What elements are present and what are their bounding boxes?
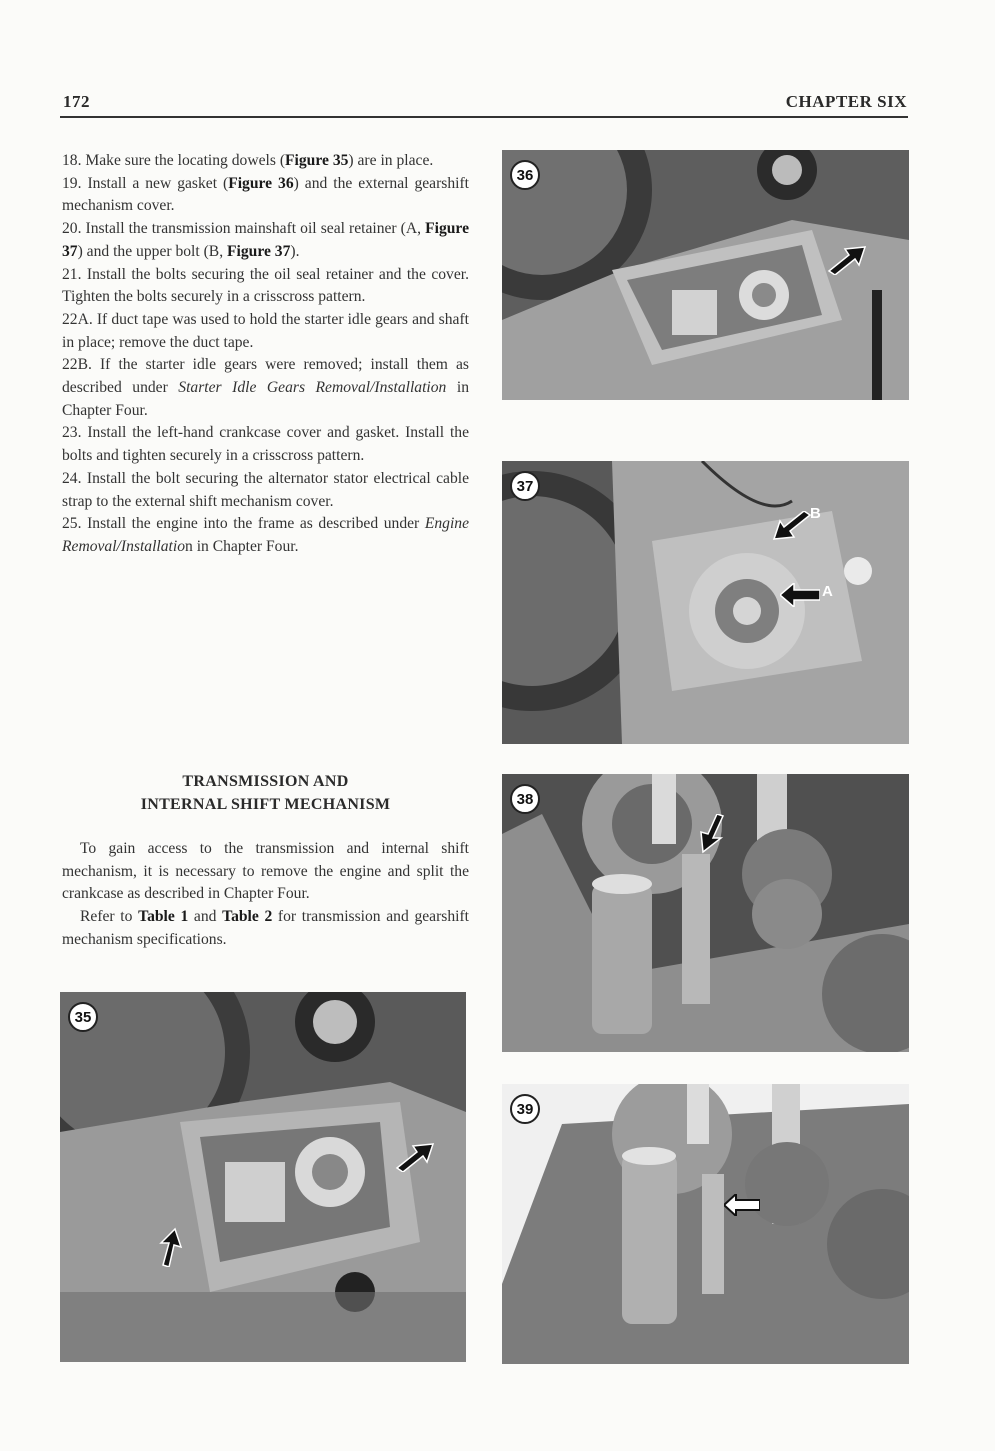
intro-paragraph-text: for transmission and gearshift mechanism specifications. (62, 908, 469, 948)
figure-37-photo (502, 461, 909, 744)
step-paragraph-text: Engine Removal/Installatio (62, 515, 469, 555)
figure-36-arrow-icon (827, 245, 867, 275)
figure-37-arrow-a-icon (780, 583, 820, 607)
step-paragraph-text: 21. Install the bolts securing the oil seal retainer and the cover. Tighten the bolts securely in a crisscross pattern. (62, 265, 469, 306)
intro-paragraph (62, 838, 469, 906)
figure-39 (502, 1084, 909, 1364)
step-paragraph-text: 24. Install the bolt securing the alternator stator electrical cable strap to the external shift mechanism cover. (62, 469, 469, 510)
step-paragraph-text: 25. Install the engine into the frame as described under (62, 515, 425, 533)
step-paragraph (62, 422, 469, 467)
figure-39-number-badge: 39 (510, 1094, 540, 1124)
figure-37-number-badge: 37 (510, 471, 540, 501)
step-paragraph-text: Starter Idle Gears Removal/Installation (178, 379, 447, 397)
step-paragraph-text: 20. Install the transmission mainshaft oil seal retainer (A, (62, 220, 426, 238)
step-paragraph-text: 23. Install the left-hand crankcase cover and gasket. Install the bolts and tighten securely in a crisscross pattern. (62, 424, 469, 465)
page-number: 172 (63, 92, 90, 111)
step-paragraph (62, 264, 469, 309)
figure-38-number-badge: 38 (510, 784, 540, 814)
step-paragraph (62, 173, 469, 218)
step-paragraph-text: ) and the upper bolt (B, (77, 242, 227, 260)
figure-35 (60, 992, 466, 1362)
figure-35-number-badge: 35 (68, 1002, 98, 1032)
step-paragraph (62, 468, 469, 513)
figure-35-photo (60, 992, 466, 1362)
figure-37-arrow-b-icon (772, 511, 812, 541)
section-heading-line-1: TRANSMISSION AND (182, 773, 349, 790)
step-paragraph (62, 150, 469, 173)
section-heading (62, 770, 469, 816)
figure-36-photo (502, 150, 909, 400)
step-paragraph-text: ). (290, 242, 300, 260)
step-paragraph-text: in Chapter Four. (62, 379, 469, 419)
figure-36 (502, 150, 909, 400)
step-paragraph-text: ) and the external gearshift mechanism cover. (62, 174, 469, 215)
step-paragraph (62, 218, 469, 263)
figure-36-number-badge: 36 (510, 160, 540, 190)
step-paragraph-text: Figure 37 (62, 220, 469, 260)
figure-35-arrow-right-icon (395, 1142, 435, 1172)
step-paragraph-text: Figure 35 (285, 152, 349, 169)
figure-37-label-a: A (822, 583, 833, 600)
intro-paragraph-text: and (188, 908, 223, 926)
step-paragraph (62, 513, 469, 558)
section-intro (62, 838, 469, 952)
step-paragraph-text: Figure 36 (228, 174, 294, 192)
step-paragraph-text: 22B. If the starter idle gears were removed; install them as described under (62, 356, 469, 397)
figure-39-photo (502, 1084, 909, 1364)
step-paragraph (62, 354, 469, 422)
figure-39-arrow-icon (724, 1194, 760, 1216)
figure-38-arrow-icon (697, 814, 727, 854)
step-paragraph-text: 22A. If duct tape was used to hold the starter idle gears and shaft in place; remove the duct tape. (62, 310, 469, 351)
figure-38 (502, 774, 909, 1052)
header-rule (60, 116, 908, 118)
step-paragraph-text: Figure 37 (227, 242, 291, 260)
intro-paragraph (62, 906, 469, 951)
intro-paragraph-text: To gain access to the transmission and internal shift mechanism, it is necessary to remove the engine and split the crankcase as described in Chapter Four. (62, 840, 469, 903)
section-heading-line-2: INTERNAL SHIFT MECHANISM (140, 796, 391, 813)
step-paragraph-text: 19. Install a new gasket ( (62, 174, 229, 192)
step-paragraph-text: n in Chapter Four. (185, 537, 299, 555)
figure-37-label-b: B (810, 505, 821, 522)
figure-35-arrow-left-icon (155, 1227, 185, 1267)
step-paragraph (62, 309, 469, 354)
procedure-steps (62, 150, 469, 559)
figure-37 (502, 461, 909, 744)
intro-paragraph-text: Table 1 (138, 908, 189, 926)
intro-paragraph-text: Refer to (80, 908, 139, 926)
step-paragraph-text: ) are in place. (348, 152, 434, 169)
intro-paragraph-text: Table 2 (222, 908, 273, 926)
chapter-title: CHAPTER SIX (785, 92, 907, 111)
step-paragraph-text: 18. Make sure the locating dowels ( (62, 152, 286, 169)
